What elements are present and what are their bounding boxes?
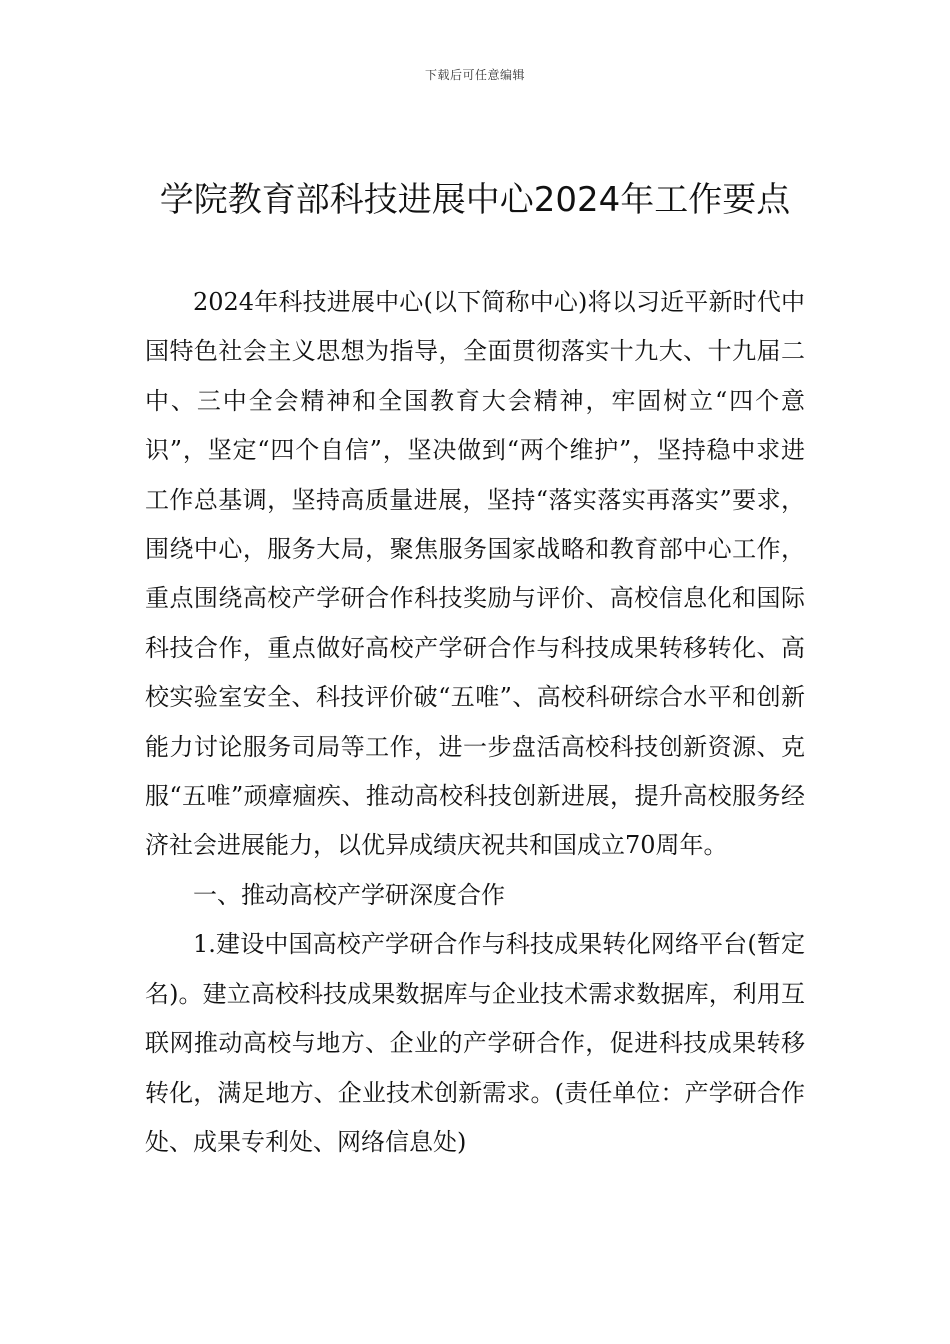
intro-paragraph: 2024年科技进展中心(以下简称中心)将以习近平新时代中国特色社会主义思想为指导，全面贯彻落实十九大、十九届二中、三中全会精神和全国教育大会精神，牢固树立“四个意识”，坚定“四个自信”，坚决做到“两个维护”，坚持稳中求进工作总基调，坚持高质量进展，坚持“落实落实再落实”要求，围绕中心，服务大局，聚焦服务国家战略和教育部中心工作，重点围绕高校产学研合作科技奖励与评价、高校信息化和国际科技合作，重点做好高校产学研合作与科技成果转移转化、高校实验室安全、科技评价破“五唯”、高校科研综合水平和创新能力讨论服务司局等工作，进一步盘活高校科技创新资源、克服“五唯”顽瘴痼疾、推动高校科技创新进展，提升高校服务经济社会进展能力，以优异成绩庆祝共和国成立70周年。	[145, 288, 805, 860]
header-note: 下载后可任意编辑	[424, 68, 525, 82]
section-heading: 一、推动高校产学研深度合作	[193, 880, 505, 909]
list-item: 1.建设中国高校产学研合作与科技成果转化网络平台(暂定名)。建立高校科技成果数据库与企业技术需求数据库，利用互联网推动高校与地方、企业的产学研合作，促进科技成果转移转化，满足地方、企业技术创新需求。(责任单位：产学研合作处、成果专利处、网络信息处)	[145, 930, 805, 1156]
document-body	[145, 278, 805, 1167]
document-title: 学院教育部科技进展中心2024年工作要点	[159, 180, 791, 220]
